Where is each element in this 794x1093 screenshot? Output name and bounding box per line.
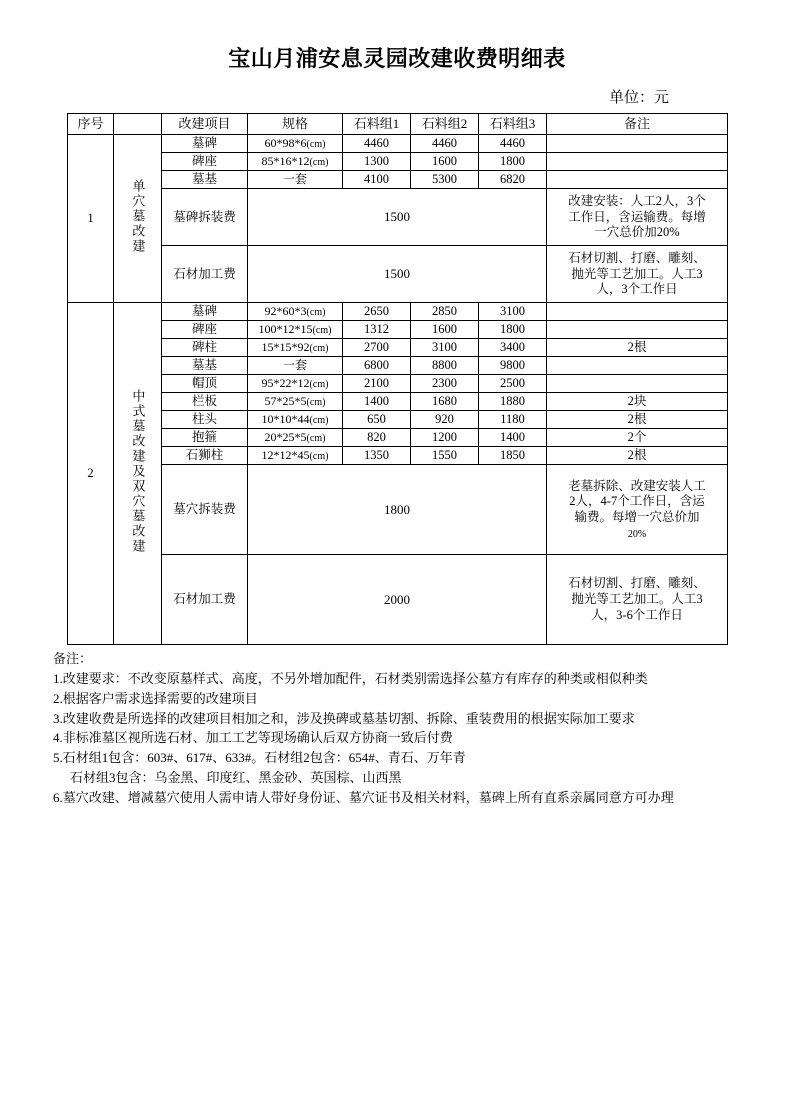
item-price-group3: 3100 (479, 303, 547, 321)
footnote-item: 石材组3包含：乌金黑、印度红、黑金砂、英国棕、山西黑 (70, 769, 402, 785)
item-spec: 一套 (248, 171, 343, 189)
fee-name: 墓碑拆装费 (162, 189, 248, 246)
table-row (68, 171, 728, 189)
header-item: 改建项目 (162, 114, 248, 135)
fee-remark: 石材切割、打磨、雕刻、 抛光等工艺加工。人工3 人，3个工作日 (547, 246, 728, 303)
table-row-fee (68, 555, 728, 645)
item-price-group1: 2100 (343, 375, 411, 393)
item-name: 柱头 (162, 411, 248, 429)
item-remark (547, 153, 728, 171)
fee-name: 石材加工费 (162, 246, 248, 303)
table-row (68, 447, 728, 465)
item-price-group3: 1800 (479, 321, 547, 339)
unit-label: 单位：元 (608, 90, 669, 107)
footnote-item: 6.墓穴改建、增减墓穴使用人需申请人带好身份证、墓穴证书及相关材料，墓碑上所有直系亲属同意方可办理 (53, 789, 674, 805)
item-name: 墓碑 (162, 135, 248, 153)
table-header-row (68, 114, 728, 135)
item-price-group2: 1200 (411, 429, 479, 447)
section-category-label: 单穴墓改建 (130, 179, 146, 255)
table-row (68, 339, 728, 357)
header-group3: 石料组3 (479, 114, 547, 135)
item-remark: 2块 (547, 393, 728, 411)
item-spec: 10*10*44(cm) (248, 411, 343, 429)
section-seq: 1 (68, 135, 114, 303)
table-row (68, 393, 728, 411)
item-price-group2: 8800 (411, 357, 479, 375)
header-remark: 备注 (547, 114, 728, 135)
item-name: 碑柱 (162, 339, 248, 357)
item-remark: 2个 (547, 429, 728, 447)
item-spec: 12*12*45(cm) (248, 447, 343, 465)
fee-value: 2000 (248, 555, 547, 645)
section-seq: 2 (68, 303, 114, 645)
table-row (68, 153, 728, 171)
table-row (68, 357, 728, 375)
item-price-group3: 4460 (479, 135, 547, 153)
table-row-fee (68, 189, 728, 246)
fee-name: 墓穴拆装费 (162, 465, 248, 555)
table-row-fee (68, 246, 728, 303)
item-price-group2: 1550 (411, 447, 479, 465)
item-price-group2: 1680 (411, 393, 479, 411)
item-price-group2: 1600 (411, 153, 479, 171)
fee-table (67, 113, 728, 645)
table-row (68, 411, 728, 429)
fee-table-wrapper (67, 113, 727, 645)
table-row (68, 375, 728, 393)
item-name: 墓基 (162, 171, 248, 189)
fee-name: 石材加工费 (162, 555, 248, 645)
item-price-group1: 1400 (343, 393, 411, 411)
item-name: 墓碑 (162, 303, 248, 321)
item-price-group1: 1312 (343, 321, 411, 339)
item-name: 帽顶 (162, 375, 248, 393)
item-price-group1: 4460 (343, 135, 411, 153)
item-name: 墓基 (162, 357, 248, 375)
footnote-item: 4.非标准墓区视所选石材、加工工艺等现场确认后双方协商一致后付费 (53, 730, 453, 746)
item-price-group3: 1880 (479, 393, 547, 411)
item-price-group2: 1600 (411, 321, 479, 339)
item-spec: 20*25*5(cm) (248, 429, 343, 447)
footnote-item: 5.石材组1包含：603#、617#、633#。石材组2包含：654#、青石、万年青 (53, 750, 466, 766)
item-remark: 2根 (547, 447, 728, 465)
item-price-group3: 1850 (479, 447, 547, 465)
item-price-group3: 1400 (479, 429, 547, 447)
fee-value: 1500 (248, 246, 547, 303)
item-name: 抱箍 (162, 429, 248, 447)
section-category (114, 135, 162, 303)
item-spec: 95*22*12(cm) (248, 375, 343, 393)
item-price-group3: 1800 (479, 153, 547, 171)
item-spec: 92*60*3(cm) (248, 303, 343, 321)
table-row (68, 321, 728, 339)
footnote-item: 1.改建要求：不改变原墓样式、高度，不另外增加配件，石材类别需选择公墓方有库存的种类或相似种类 (53, 671, 648, 687)
header-seq: 序号 (68, 114, 114, 135)
footnotes-heading: 备注： (53, 651, 93, 667)
table-row-fee (68, 465, 728, 555)
item-remark (547, 321, 728, 339)
item-price-group2: 2850 (411, 303, 479, 321)
page-title: 宝山月浦安息灵园改建收费明细表 (228, 46, 566, 71)
item-price-group1: 2700 (343, 339, 411, 357)
item-remark: 2根 (547, 411, 728, 429)
item-price-group3: 6820 (479, 171, 547, 189)
item-price-group1: 4100 (343, 171, 411, 189)
item-remark (547, 375, 728, 393)
header-group1: 石料组1 (343, 114, 411, 135)
item-price-group1: 1300 (343, 153, 411, 171)
item-price-group1: 2650 (343, 303, 411, 321)
item-price-group1: 820 (343, 429, 411, 447)
item-name: 栏板 (162, 393, 248, 411)
fee-value: 1500 (248, 189, 547, 246)
fee-remark: 改建安装：人工2人，3个 工作日，含运输费。每增 一穴总价加20% (547, 189, 728, 246)
footnote-item: 3.改建收费是所选择的改建项目相加之和，涉及换碑或墓基切割、拆除、重装费用的根据实际加工要求 (53, 710, 635, 726)
item-name: 碑座 (162, 321, 248, 339)
item-price-group1: 1350 (343, 447, 411, 465)
item-remark: 2根 (547, 339, 728, 357)
item-price-group1: 6800 (343, 357, 411, 375)
item-price-group3: 3400 (479, 339, 547, 357)
fee-remark: 老墓拆除、改建安装人工 2人，4-7个工作日，含运 输费。每增一穴总价加 20% (547, 465, 728, 555)
header-group2: 石料组2 (411, 114, 479, 135)
item-spec: 15*15*92(cm) (248, 339, 343, 357)
item-price-group3: 9800 (479, 357, 547, 375)
header-category (114, 114, 162, 135)
item-name: 石狮柱 (162, 447, 248, 465)
item-remark (547, 303, 728, 321)
item-price-group2: 2300 (411, 375, 479, 393)
item-price-group2: 4460 (411, 135, 479, 153)
footnotes (47, 645, 747, 807)
fee-value: 1800 (248, 465, 547, 555)
footnote-item: 2.根据客户需求选择需要的改建项目 (53, 690, 258, 706)
item-spec: 一套 (248, 357, 343, 375)
item-spec: 100*12*15(cm) (248, 321, 343, 339)
item-remark (547, 171, 728, 189)
item-price-group3: 1180 (479, 411, 547, 429)
table-row (68, 303, 728, 321)
item-price-group3: 2500 (479, 375, 547, 393)
item-remark (547, 135, 728, 153)
item-price-group1: 650 (343, 411, 411, 429)
table-row (68, 135, 728, 153)
table-row (68, 429, 728, 447)
section-category (114, 303, 162, 645)
item-spec: 57*25*5(cm) (248, 393, 343, 411)
item-price-group2: 3100 (411, 339, 479, 357)
item-remark (547, 357, 728, 375)
section-category-label: 中式墓改建及双穴墓改建 (130, 389, 146, 555)
item-spec: 60*98*6(cm) (248, 135, 343, 153)
item-name: 碑座 (162, 153, 248, 171)
header-spec: 规格 (248, 114, 343, 135)
fee-remark: 石材切割、打磨、雕刻、 抛光等工艺加工。人工3 人，3-6个工作日 (547, 555, 728, 645)
item-price-group2: 5300 (411, 171, 479, 189)
item-spec: 85*16*12(cm) (248, 153, 343, 171)
item-price-group2: 920 (411, 411, 479, 429)
